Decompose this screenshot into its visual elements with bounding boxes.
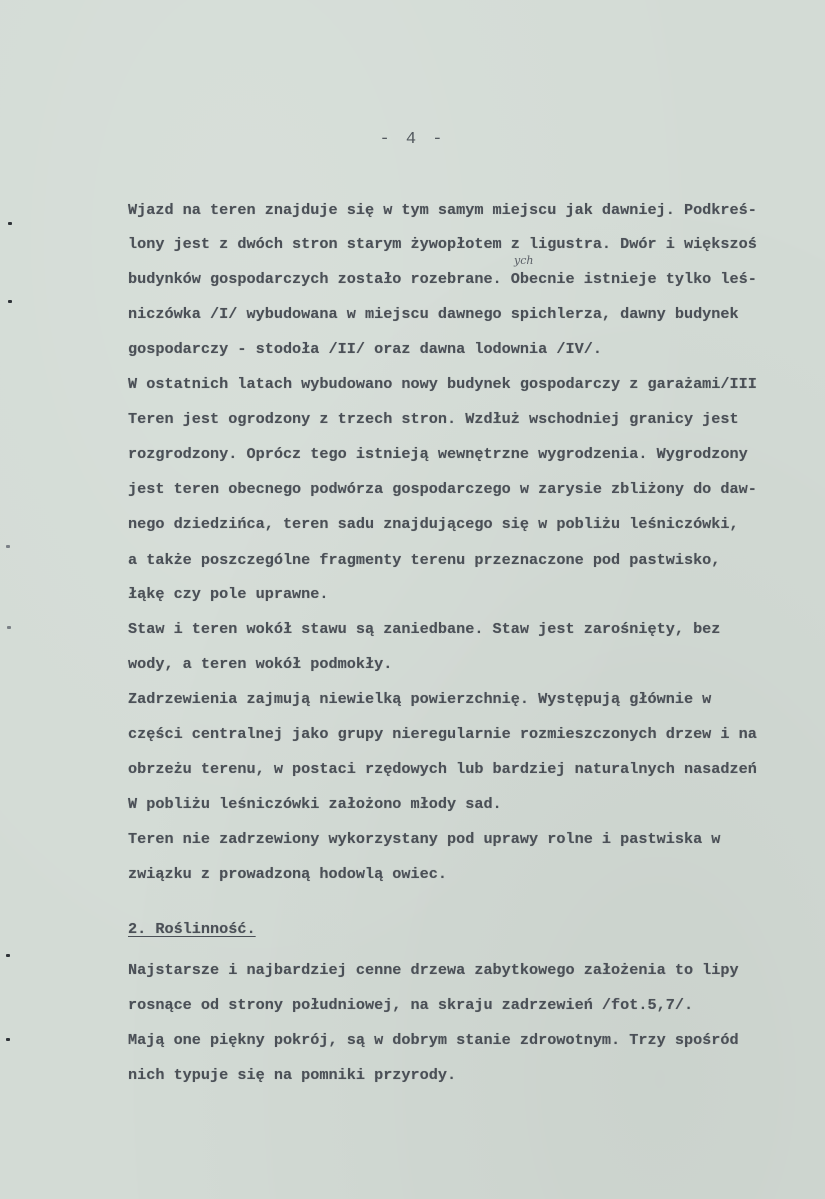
- text-line: W pobliżu leśniczówki założono młody sad.: [128, 795, 502, 813]
- section-heading: 2. Roślinność.: [128, 920, 256, 938]
- text-line: budynków gospodarczych zostało rozebrane. Obecnie istnieje tylko leś-: [128, 270, 757, 288]
- text-line: Staw i teren wokół stawu są zaniedbane. Staw jest zarośnięty, bez: [128, 620, 721, 638]
- text-line: Mają one piękny pokrój, są w dobrym stanie zdrowotnym. Trzy spośród: [128, 1031, 739, 1049]
- margin-mark: [6, 954, 10, 957]
- text-line: nego dziedzińca, teren sadu znajdującego się w pobliżu leśniczówki,: [128, 515, 739, 533]
- text-line: lony jest z dwóch stron starym żywopłotem z ligustra. Dwór i większoś: [128, 235, 757, 253]
- handwritten-correction: ych: [514, 254, 534, 267]
- margin-mark: [7, 626, 11, 629]
- text-line: jest teren obecnego podwórza gospodarczego w zarysie zbliżony do daw-: [128, 480, 757, 498]
- text-line: Teren nie zadrzewiony wykorzystany pod uprawy rolne i pastwiska w: [128, 830, 721, 848]
- text-line: związku z prowadzoną hodowlą owiec.: [128, 865, 447, 883]
- margin-mark: [8, 300, 12, 303]
- text-line: części centralnej jako grupy nieregularnie rozmieszczonych drzew i na: [128, 725, 757, 743]
- text-line: łąkę czy pole uprawne.: [128, 585, 329, 603]
- text-line: rosnące od strony południowej, na skraju zadrzewień /fot.5,7/.: [128, 996, 694, 1014]
- text-line: W ostatnich latach wybudowano nowy budynek gospodarczy z garażami/III: [128, 375, 757, 393]
- text-line: obrzeżu terenu, w postaci rzędowych lub bardziej naturalnych nasadzeń: [128, 760, 757, 778]
- text-line: Teren jest ogrodzony z trzech stron. Wzdłuż wschodniej granicy jest: [128, 410, 739, 428]
- text-line: rozgrodzony. Oprócz tego istnieją wewnętrzne wygrodzenia. Wygrodzony: [128, 445, 748, 463]
- text-line: niczówka /I/ wybudowana w miejscu dawnego spichlerza, dawny budynek: [128, 305, 739, 323]
- text-line: Zadrzewienia zajmują niewielką powierzchnię. Występują głównie w: [128, 690, 712, 708]
- text-line: gospodarczy - stodoła /II/ oraz dawna lodownia /IV/.: [128, 340, 602, 358]
- margin-mark: [6, 545, 10, 548]
- text-line: Wjazd na teren znajduje się w tym samym miejscu jak dawniej. Podkreś-: [128, 201, 757, 219]
- text-line: nich typuje się na pomniki przyrody.: [128, 1066, 457, 1084]
- text-line: Najstarsze i najbardziej cenne drzewa zabytkowego założenia to lipy: [128, 961, 739, 979]
- text-line: wody, a teren wokół podmokły.: [128, 655, 393, 673]
- margin-mark: [6, 1038, 10, 1041]
- page-number: - 4 -: [379, 130, 446, 149]
- margin-mark: [8, 222, 12, 225]
- text-line: a także poszczególne fragmenty terenu przeznaczone pod pastwisko,: [128, 551, 721, 569]
